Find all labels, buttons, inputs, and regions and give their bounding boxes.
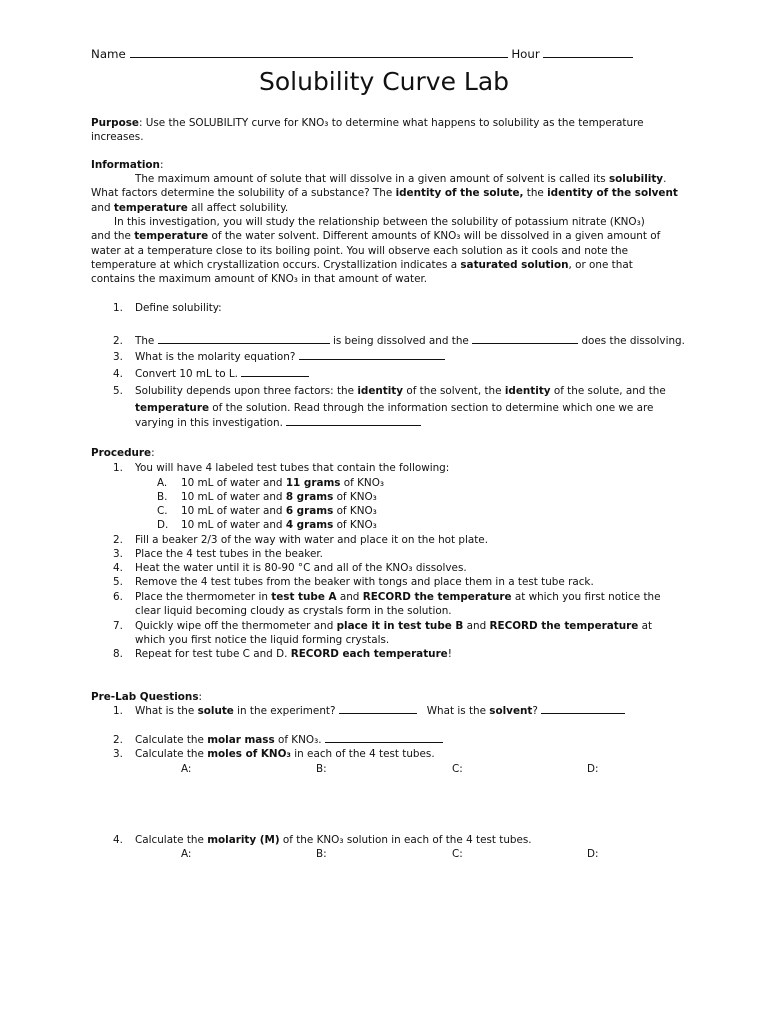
tube-text: of KNO₃ <box>333 519 377 531</box>
step-3-text: Place the 4 test tubes in the beaker. <box>135 548 323 560</box>
info-text: and <box>91 202 114 214</box>
hour-blank[interactable] <box>543 48 633 58</box>
name-blank[interactable] <box>130 48 508 58</box>
q1-text: Define solubility: <box>135 302 222 314</box>
q2-part: The <box>135 335 155 347</box>
step-2-number: 2. <box>113 534 123 546</box>
q5-bold: identity <box>357 385 404 397</box>
info-bold: temperature <box>113 202 188 214</box>
prelab-2-number: 2. <box>113 734 123 746</box>
info-text: all affect solubility. <box>187 202 289 214</box>
step-text: and <box>463 620 490 632</box>
purpose-line-2: increases. <box>91 131 144 143</box>
q5-part: of the solvent, the <box>403 385 505 397</box>
tube-a-letter: A. <box>157 477 168 489</box>
q5-bold: identity <box>504 385 551 397</box>
tube-text: of KNO₃ <box>333 491 377 503</box>
q4-number: 4. <box>113 368 123 380</box>
q4-blank[interactable] <box>241 367 309 377</box>
prelab-3-number: 3. <box>113 748 123 760</box>
q2-part: does the dissolving. <box>581 335 685 347</box>
information-colon: : <box>159 159 164 171</box>
information-line-1 <box>135 172 666 186</box>
step-8-number: 8. <box>113 648 123 660</box>
info-bold: identity of the solute, <box>395 187 524 199</box>
information-line-8: contains the maximum amount of KNO₃ in that amount of water. <box>91 273 428 285</box>
information-line-4: In this investigation, you will study the relationship between the solubility of potassium nitrate (KNO₃) <box>114 216 645 228</box>
q4-part: Convert 10 mL to L. <box>135 368 238 380</box>
prelab-text: of the KNO₃ solution in each of the 4 test tubes. <box>279 834 532 846</box>
name-line <box>91 47 633 61</box>
step-7-number: 7. <box>113 620 123 632</box>
prelab-heading <box>91 690 202 704</box>
q5-line-2 <box>135 401 653 415</box>
step-5-text: Remove the 4 test tubes from the beaker with tongs and place them in a test tube rack. <box>135 576 594 588</box>
step-text: at which you first notice the <box>511 591 661 603</box>
step-7-line-1 <box>135 619 652 633</box>
step-1-text: You will have 4 labeled test tubes that contain the following: <box>135 462 450 474</box>
prelab-bold: moles of KNO₃ <box>207 748 291 760</box>
tube-c-letter: C. <box>157 505 168 517</box>
tube-text: 10 mL of water and <box>181 477 286 489</box>
step-6-line-2: clear liquid becoming cloudy as crystals form in the solution. <box>135 605 452 617</box>
molarity-answer-a: A: <box>181 848 192 860</box>
hour-label: Hour <box>511 47 540 61</box>
step-8-text <box>135 647 452 661</box>
q3-blank[interactable] <box>299 350 445 360</box>
tube-d-letter: D. <box>157 519 169 531</box>
procedure-heading <box>91 446 155 460</box>
step-text: and <box>336 591 363 603</box>
prelab-4-number: 4. <box>113 834 123 846</box>
prelab-bold: solute <box>197 705 234 717</box>
tube-text: of KNO₃ <box>340 477 385 489</box>
step-text: Repeat for test tube C and D. <box>135 648 291 660</box>
moles-answer-c: C: <box>452 763 463 775</box>
information-line-5 <box>91 229 660 243</box>
step-6-number: 6. <box>113 591 123 603</box>
step-4-number: 4. <box>113 562 123 574</box>
step-text: Place the thermometer in <box>135 591 272 603</box>
q2-blank-solute[interactable] <box>158 334 330 344</box>
prelab-bold: molarity (M) <box>207 834 280 846</box>
step-text: ! <box>447 648 452 660</box>
q5-part: Solubility depends upon three factors: the <box>135 385 358 397</box>
molarity-answer-d: D: <box>587 848 599 860</box>
tube-amount: 8 grams <box>285 491 334 503</box>
information-line-3 <box>91 201 288 215</box>
prelab-text: What is the <box>426 705 490 717</box>
q5-line-1 <box>135 384 666 398</box>
q2-blank-solvent[interactable] <box>472 334 578 344</box>
molarity-answer-b: B: <box>316 848 327 860</box>
tube-d-text <box>181 518 377 532</box>
purpose-text: : Use the SOLUBILITY curve for KNO₃ to determine what happens to solubility as the temperature <box>138 117 644 129</box>
information-line-7 <box>91 258 633 272</box>
tube-c-text <box>181 504 377 518</box>
prelab-text: Calculate the <box>135 734 208 746</box>
page-title: Solubility Curve Lab <box>258 67 510 96</box>
info-bold: identity of the solvent <box>547 187 678 199</box>
tube-text: 10 mL of water and <box>181 491 286 503</box>
procedure-label: Procedure <box>91 447 152 459</box>
q2-number: 2. <box>113 335 123 347</box>
tube-b-text <box>181 490 377 504</box>
prelab-text: in the experiment? <box>233 705 336 717</box>
moles-answer-b: B: <box>316 763 327 775</box>
prelab-1-number: 1. <box>113 705 123 717</box>
q4-text <box>135 367 309 381</box>
info-bold: temperature <box>134 230 209 242</box>
molar-mass-blank[interactable] <box>325 733 443 743</box>
info-text: . <box>663 173 667 185</box>
prelab-text: of KNO₃. <box>274 734 322 746</box>
q1-number: 1. <box>113 302 123 314</box>
q3-number: 3. <box>113 351 123 363</box>
q5-part: varying in this investigation. <box>135 417 283 429</box>
moles-answer-d: D: <box>587 763 599 775</box>
step-text: at <box>638 620 653 632</box>
info-text: and the <box>91 230 135 242</box>
purpose-line-1 <box>91 116 644 130</box>
info-bold: solubility <box>608 173 664 185</box>
q3-text <box>135 350 445 364</box>
step-5-number: 5. <box>113 576 123 588</box>
info-text: of the water solvent. Different amounts of KNO₃ will be dissolved in a given amount of <box>208 230 661 242</box>
step-bold: test tube A <box>271 591 337 603</box>
purpose-label: Purpose <box>91 117 139 129</box>
step-4-text: Heat the water until it is 80-90 °C and all of the KNO₃ dissolves. <box>135 562 467 574</box>
q5-number: 5. <box>113 385 123 397</box>
prelab-3-text <box>135 747 435 761</box>
information-line-6: water at a temperature close to its boiling point. You will observe each solution as it cools and note the <box>91 245 628 257</box>
prelab-text: Calculate the <box>135 834 208 846</box>
info-text: What factors determine the solubility of a substance? The <box>91 187 396 199</box>
step-7-line-2: which you first notice the liquid forming crystals. <box>135 634 390 646</box>
moles-answer-a: A: <box>181 763 192 775</box>
solute-blank[interactable] <box>339 704 417 714</box>
q2-text <box>135 334 685 348</box>
info-text: , or one that <box>568 259 633 271</box>
procedure-colon: : <box>151 447 155 459</box>
step-bold: place it in test tube B <box>336 620 464 632</box>
q5-part: of the solution. Read through the information section to determine which one we are <box>209 402 654 414</box>
info-text: The maximum amount of solute that will dissolve in a given amount of solvent is called its <box>135 173 609 185</box>
prelab-bold: solvent <box>489 705 533 717</box>
info-bold: saturated solution <box>460 259 569 271</box>
prelab-text: in each of the 4 test tubes. <box>290 748 435 760</box>
step-6-line-1 <box>135 590 661 604</box>
step-1-number: 1. <box>113 462 123 474</box>
prelab-2-text <box>135 733 443 747</box>
q5-line-3 <box>135 416 421 430</box>
solvent-blank[interactable] <box>541 704 625 714</box>
q3-part: What is the molarity equation? <box>135 351 296 363</box>
prelab-text: Calculate the <box>135 748 208 760</box>
information-label: Information <box>91 159 160 171</box>
tube-text: of KNO₃ <box>333 505 377 517</box>
prelab-bold: molar mass <box>207 734 275 746</box>
q5-bold: temperature <box>135 402 209 414</box>
q5-blank[interactable] <box>286 416 421 426</box>
tube-text: 10 mL of water and <box>181 519 286 531</box>
name-label: Name <box>91 47 126 61</box>
prelab-label: Pre-Lab Questions <box>91 691 199 703</box>
tube-b-letter: B. <box>157 491 168 503</box>
step-3-number: 3. <box>113 548 123 560</box>
tube-amount: 11 grams <box>285 477 341 489</box>
prelab-colon: : <box>198 691 203 703</box>
q2-part: is being dissolved and the <box>332 335 469 347</box>
step-bold: RECORD each temperature <box>290 648 448 660</box>
prelab-4-text <box>135 833 532 847</box>
prelab-text: What is the <box>135 705 198 717</box>
step-bold: RECORD the temperature <box>489 620 639 632</box>
step-2-text: Fill a beaker 2/3 of the way with water and place it on the hot plate. <box>135 534 489 546</box>
q5-part: of the solute, and the <box>550 385 666 397</box>
information-line-2 <box>91 186 678 200</box>
tube-amount: 6 grams <box>285 505 334 517</box>
prelab-1-text <box>135 704 625 718</box>
prelab-text: ? <box>532 705 538 717</box>
information-heading <box>91 158 163 172</box>
tube-a-text <box>181 476 384 490</box>
step-text: Quickly wipe off the thermometer and <box>135 620 337 632</box>
info-text: temperature at which crystallization occurs. Crystallization indicates a <box>91 259 461 271</box>
tube-text: 10 mL of water and <box>181 505 286 517</box>
info-text: the <box>523 187 548 199</box>
tube-amount: 4 grams <box>285 519 334 531</box>
step-bold: RECORD the temperature <box>362 591 512 603</box>
molarity-answer-c: C: <box>452 848 463 860</box>
